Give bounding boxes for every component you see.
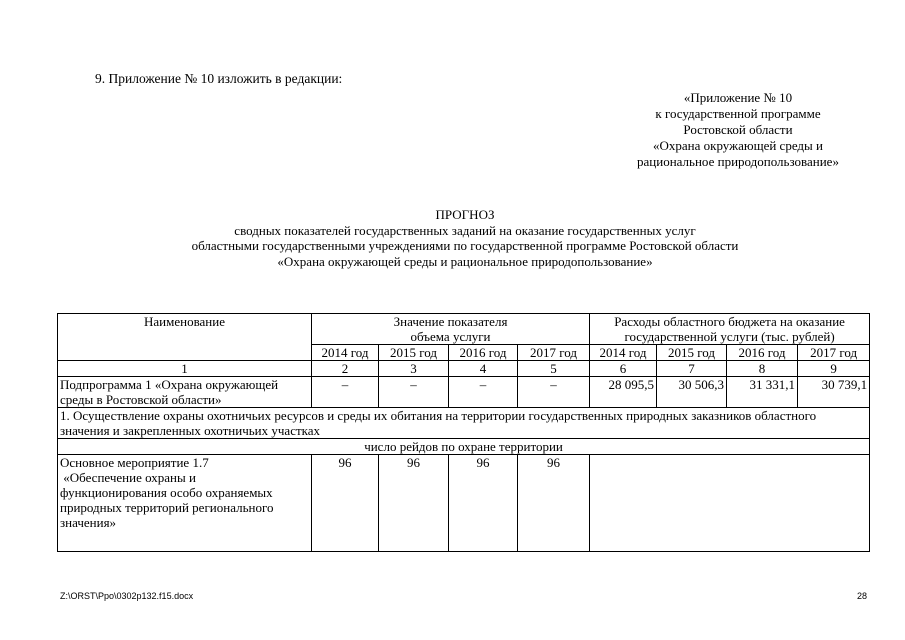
- name-header: Наименование: [58, 314, 312, 361]
- table-cell: –: [312, 377, 379, 408]
- expenses-header-line: Расходы областного бюджета на оказание: [614, 314, 845, 329]
- heading-line: «Охрана окружающей среды и рациональное природопользование»: [277, 253, 653, 269]
- expenses-group-header: [590, 314, 870, 345]
- intro-paragraph: 9. Приложение № 10 изложить в редакции:: [95, 71, 343, 86]
- column-number: 9: [798, 361, 870, 377]
- heading-line: ПРОГНОЗ: [435, 207, 495, 222]
- column-number: 5: [518, 361, 590, 377]
- column-number: 2: [312, 361, 379, 377]
- page-number: 28: [857, 591, 868, 601]
- appendix-line: Ростовской области: [683, 122, 793, 137]
- column-number: 3: [379, 361, 449, 377]
- activity-name-line: значения»: [60, 515, 117, 530]
- year-header: 2015 год: [657, 345, 727, 361]
- document-heading: [100, 207, 830, 269]
- activity-name-line: природных территорий регионального: [60, 500, 274, 515]
- activity-row: [58, 455, 870, 552]
- section-row: [58, 408, 870, 439]
- table-cell: 96: [518, 455, 590, 552]
- appendix-line: к государственной программе: [655, 106, 821, 121]
- table-cell: –: [379, 377, 449, 408]
- heading-line: областными государственными учреждениями по государственной программе Ростовской области: [191, 238, 739, 253]
- activity-name-line: «Обеспечение охраны и: [60, 470, 196, 485]
- year-header: 2015 год: [379, 345, 449, 361]
- empty-expenses-cell: [590, 455, 870, 552]
- activity-name-line: Основное мероприятие 1.7: [60, 455, 209, 470]
- table-cell: 96: [379, 455, 449, 552]
- indicator-header-line: объема услуги: [410, 329, 491, 344]
- appendix-line: рациональное природопользование»: [637, 154, 839, 169]
- column-number: 7: [657, 361, 727, 377]
- indicator-title: число рейдов по охране территории: [58, 439, 870, 455]
- table-cell: 96: [312, 455, 379, 552]
- year-header: 2014 год: [312, 345, 379, 361]
- header-row: [58, 314, 870, 345]
- year-header: 2016 год: [449, 345, 518, 361]
- column-number: 1: [58, 361, 312, 377]
- indicator-header-line: Значение показателя: [393, 314, 508, 329]
- indicator-group-header: [312, 314, 590, 345]
- activity-name: [58, 455, 312, 552]
- table-cell: –: [449, 377, 518, 408]
- appendix-line: «Охрана окружающей среды и: [653, 138, 823, 153]
- activity-name-line: функционирования особо охраняемых: [60, 485, 273, 500]
- column-number: 8: [727, 361, 798, 377]
- heading-line: сводных показателей государственных заданий на оказание государственных услуг: [234, 222, 696, 238]
- subprogram-name: Подпрограмма 1 «Охрана окружающей среды в Ростовской области»: [58, 377, 312, 408]
- table-cell: 28 095,5: [590, 377, 657, 408]
- indicator-row: [58, 439, 870, 455]
- column-numbers-row: [58, 361, 870, 377]
- table-cell: 30 739,1: [798, 377, 870, 408]
- table-cell: –: [518, 377, 590, 408]
- column-number: 4: [449, 361, 518, 377]
- table-cell: 30 506,3: [657, 377, 727, 408]
- year-header: 2017 год: [798, 345, 870, 361]
- footer-file-path: Z:\ORST\Ppo\0302p132.f15.docx: [60, 591, 194, 601]
- forecast-table: [57, 313, 870, 552]
- appendix-line: «Приложение № 10: [683, 90, 793, 105]
- table-cell: 31 331,1: [727, 377, 798, 408]
- expenses-header-line: государственной услуги (тыс. рублей): [624, 329, 835, 344]
- column-number: 6: [590, 361, 657, 377]
- table-cell: 96: [449, 455, 518, 552]
- subprogram-row: [58, 377, 870, 408]
- year-header: 2016 год: [727, 345, 798, 361]
- section-title: 1. Осуществление охраны охотничьих ресурсов и среды их обитания на территории государственных природных заказников областного значения и закрепленных охотничьих участках: [58, 408, 870, 439]
- year-header: 2017 год: [518, 345, 590, 361]
- appendix-caption: [608, 90, 868, 170]
- year-header: 2014 год: [590, 345, 657, 361]
